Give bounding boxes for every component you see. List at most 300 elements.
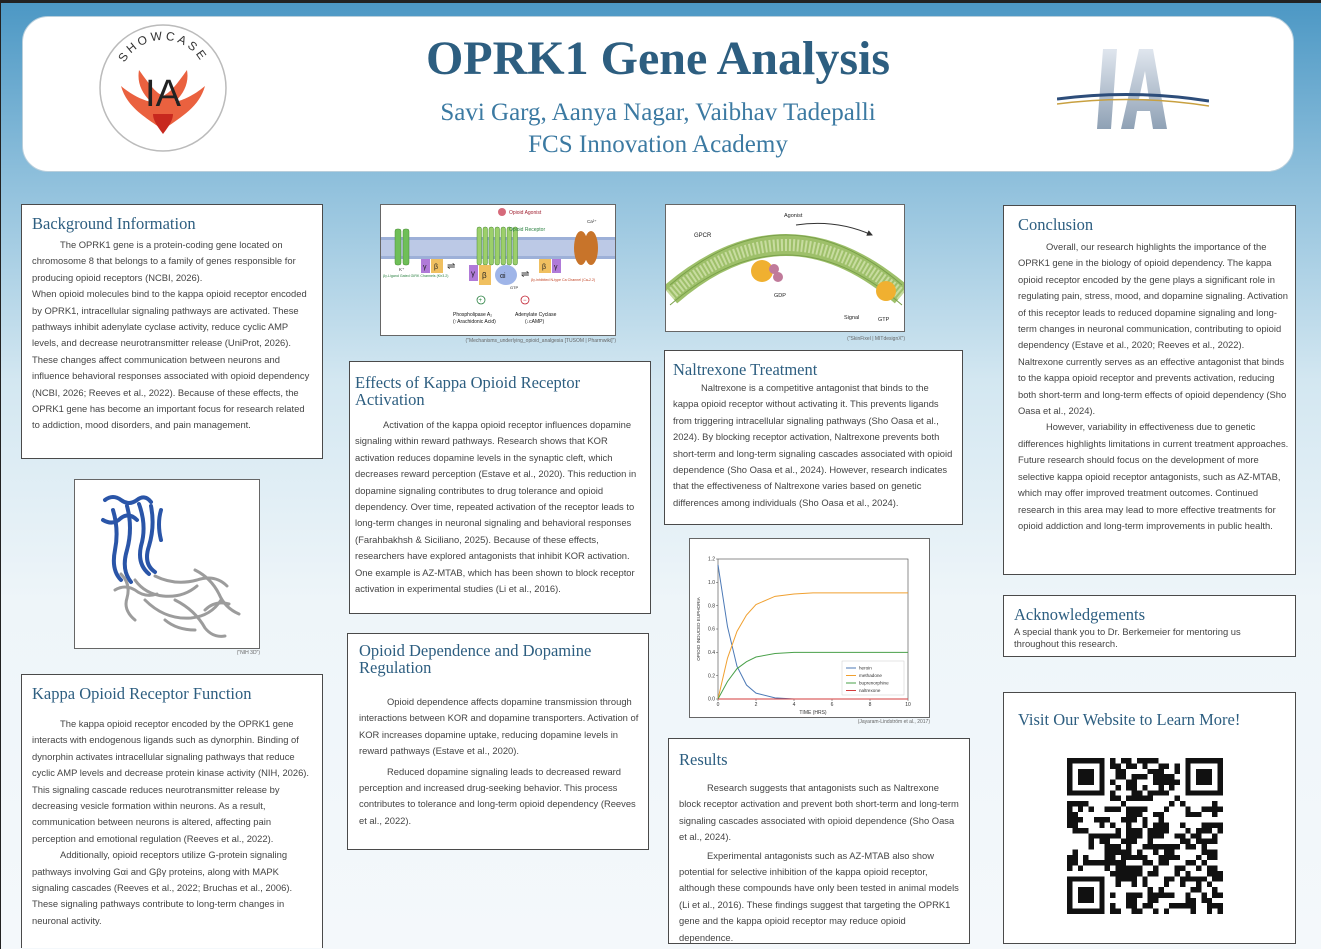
label-left-channel: βγ-Ligand Gated GIRK Channels (Kir3.2) (383, 274, 449, 278)
qr-module (1067, 887, 1072, 892)
qr-module (1132, 882, 1137, 887)
qr-module (1089, 839, 1094, 844)
qr-module (1153, 892, 1158, 897)
label-gtp-right: GTP (878, 317, 890, 323)
qr-module (1153, 812, 1158, 817)
qr-module (1067, 898, 1072, 903)
qr-module (1121, 774, 1126, 779)
label-gdp: GDP (774, 293, 786, 299)
qr-module (1121, 860, 1126, 865)
qr-module (1110, 909, 1115, 914)
qr-module (1121, 871, 1126, 876)
qr-module (1153, 849, 1158, 854)
qr-module (1132, 785, 1137, 790)
qr-module (1207, 871, 1212, 876)
label-gamma-center: γ (471, 269, 475, 278)
qr-module (1218, 876, 1223, 881)
qr-module (1067, 892, 1072, 897)
qr-module (1142, 860, 1147, 865)
qr-module (1201, 780, 1206, 785)
gpcr-figure (665, 204, 905, 332)
qr-module (1110, 806, 1115, 811)
qr-module (1158, 785, 1163, 790)
dependence-paragraph-1: Opioid dependence affects dopamine transmission through interactions between KOR and dopamine transporters. Activation of KOR increases dopamine uptake, reducing dopamine levels in reward pathways (Estave et al., 2020). (359, 696, 639, 757)
qr-module (1212, 892, 1217, 897)
qr-module (1212, 871, 1217, 876)
qr-module (1099, 898, 1104, 903)
qr-module (1158, 823, 1163, 828)
qr-module (1158, 855, 1163, 860)
qr-module (1148, 839, 1153, 844)
x-tick-label: 10 (905, 702, 911, 708)
qr-module (1137, 855, 1142, 860)
protein-figure-caption: ("NIH 3D") (236, 650, 260, 656)
qr-module (1132, 898, 1137, 903)
poster-title: OPRK1 Gene Analysis (425, 32, 891, 85)
qr-module (1126, 823, 1131, 828)
chart-figure-caption: (Jayaram-Lindström et al., 2017) (857, 719, 930, 725)
qr-module (1191, 844, 1196, 849)
qr-module (1218, 774, 1223, 779)
label-ca-plus: Ca²⁺ (587, 219, 597, 224)
qr-module (1094, 876, 1099, 881)
qr-module (1072, 758, 1077, 763)
svg-text:+: + (478, 298, 483, 304)
x-tick-label: 6 (830, 702, 834, 708)
website-heading: Visit Our Website to Learn More! (1018, 710, 1241, 729)
qr-module (1110, 833, 1115, 838)
qr-module (1142, 855, 1147, 860)
qr-module (1067, 860, 1072, 865)
qr-module (1083, 828, 1088, 833)
qr-module (1153, 871, 1158, 876)
qr-module (1218, 780, 1223, 785)
background-heading: Background Information (32, 214, 196, 233)
qr-module (1191, 833, 1196, 838)
qr-module (1158, 769, 1163, 774)
qr-module (1083, 758, 1088, 763)
qr-module (1196, 887, 1201, 892)
qr-module (1207, 839, 1212, 844)
qr-module (1115, 860, 1120, 865)
qr-module (1115, 769, 1120, 774)
qr-module (1067, 763, 1072, 768)
qr-module (1196, 833, 1201, 838)
qr-module (1180, 801, 1185, 806)
label-opioid-agonist: Opioid Agonist (509, 210, 542, 216)
qr-module (1078, 801, 1083, 806)
qr-module (1185, 828, 1190, 833)
qr-module (1094, 758, 1099, 763)
label-right-channel: βγ-inhibited N-type Ca Channel (Caᵥ2.2) (531, 278, 596, 282)
qr-module (1132, 806, 1137, 811)
label-phospholipase-sub: (↑Arachidonic Acid) (453, 319, 496, 325)
qr-module (1180, 833, 1185, 838)
svg-text:⇌: ⇌ (447, 261, 456, 272)
x-tick-label: 2 (754, 702, 758, 708)
background-section (21, 204, 323, 459)
qr-module (1110, 892, 1115, 897)
qr-module (1137, 796, 1142, 801)
qr-module (1115, 785, 1120, 790)
qr-module (1207, 909, 1212, 914)
results-paragraph-2: Experimental antagonists such as AZ-MTAB also show potential for selective inhibition of the kappa opioid receptor, although these compounds have only been tested in animal models (Li et al., 2016). These findings suggest that targeting the OPRK1 gene and the kappa opioid receptor may reduce opioid dependence. (679, 849, 959, 943)
qr-module (1078, 774, 1083, 779)
qr-module (1218, 892, 1223, 897)
qr-module (1110, 860, 1115, 865)
qr-module (1115, 866, 1120, 871)
poster-school: FCS Innovation Academy (528, 131, 788, 158)
qr-module (1175, 796, 1180, 801)
qr-module (1185, 860, 1190, 865)
qr-module (1132, 774, 1137, 779)
qr-module (1185, 839, 1190, 844)
qr-module (1175, 903, 1180, 908)
legend-label: heroin (859, 665, 872, 671)
qr-module (1105, 817, 1110, 822)
qr-module (1089, 909, 1094, 914)
qr-module (1099, 860, 1104, 865)
qr-module (1207, 855, 1212, 860)
qr-module (1099, 780, 1104, 785)
qr-module (1110, 903, 1115, 908)
qr-module (1110, 823, 1115, 828)
qr-module (1148, 871, 1153, 876)
qr-module (1201, 823, 1206, 828)
qr-module (1142, 817, 1147, 822)
qr-module (1169, 774, 1174, 779)
qr-module (1212, 903, 1217, 908)
qr-module (1132, 796, 1137, 801)
x-tick-label: 0 (716, 702, 720, 708)
conclusion-heading: Conclusion (1018, 215, 1094, 234)
qr-module (1218, 903, 1223, 908)
qr-module (1142, 876, 1147, 881)
y-tick-label: 0.0 (708, 696, 715, 703)
qr-module (1153, 769, 1158, 774)
qr-module (1196, 780, 1201, 785)
qr-module (1067, 812, 1072, 817)
qr-module (1110, 855, 1115, 860)
qr-module (1072, 860, 1077, 865)
qr-module (1132, 817, 1137, 822)
qr-module (1083, 780, 1088, 785)
qr-module (1142, 844, 1147, 849)
qr-module (1115, 871, 1120, 876)
qr-module (1105, 866, 1110, 871)
qr-module (1132, 839, 1137, 844)
qr-module (1115, 876, 1120, 881)
qr-module (1196, 839, 1201, 844)
qr-module (1196, 812, 1201, 817)
website-section (1003, 692, 1296, 944)
qr-module (1089, 887, 1094, 892)
qr-code-icon[interactable] (1067, 758, 1223, 914)
effects-heading: Effects of Kappa Opioid Receptor Activation (355, 373, 581, 409)
y-tick-label: 0.6 (708, 626, 715, 633)
qr-module (1083, 876, 1088, 881)
qr-module (1115, 909, 1120, 914)
qr-module (1164, 876, 1169, 881)
qr-module (1196, 828, 1201, 833)
label-agonist: Agonist (784, 213, 803, 219)
qr-module (1067, 855, 1072, 860)
y-tick-label: 0.4 (708, 650, 715, 657)
qr-module (1099, 763, 1104, 768)
label-gamma-right: γ (554, 264, 558, 271)
qr-module (1207, 882, 1212, 887)
svg-text:−: − (523, 298, 527, 304)
qr-module (1132, 892, 1137, 897)
qr-module (1164, 774, 1169, 779)
qr-module (1207, 758, 1212, 763)
qr-module (1121, 849, 1126, 854)
qr-module (1094, 817, 1099, 822)
qr-module (1185, 790, 1190, 795)
qr-module (1115, 763, 1120, 768)
y-axis-label: OPIOID INDUCED EUPHORIA (696, 597, 701, 661)
qr-module (1121, 758, 1126, 763)
qr-module (1126, 796, 1131, 801)
qr-module (1164, 882, 1169, 887)
label-gpcr: GPCR (694, 233, 712, 239)
qr-module (1207, 790, 1212, 795)
qr-module (1164, 909, 1169, 914)
qr-module (1212, 801, 1217, 806)
legend-label: methadone (859, 673, 882, 679)
qr-module (1148, 828, 1153, 833)
qr-module (1201, 758, 1206, 763)
qr-module (1089, 892, 1094, 897)
qr-module (1126, 780, 1131, 785)
qr-module (1099, 769, 1104, 774)
qr-module (1207, 903, 1212, 908)
qr-module (1191, 887, 1196, 892)
qr-module (1078, 892, 1083, 897)
qr-module (1078, 828, 1083, 833)
qr-module (1121, 866, 1126, 871)
mechanism-figure-caption: ("Mechanisms_underlying_opioid_analgesia [TUSOM | Pharmwiki]") (465, 338, 616, 344)
qr-module (1078, 887, 1083, 892)
qr-module (1153, 844, 1158, 849)
qr-module (1099, 790, 1104, 795)
qr-module (1185, 780, 1190, 785)
kappa-function-section (21, 674, 323, 948)
kappa-function-paragraph-2: Additionally, opioid receptors utilize G-protein signaling pathways involving Gαi and Gβγ proteins, along with MAPK signaling cascades (Reeves et al., 2022; Bruchas et al., 2006). These signaling pathways contribute to long-term changes in neuronal activity. (32, 849, 293, 926)
acknowledgements-heading: Acknowledgements (1014, 605, 1146, 624)
qr-module (1099, 839, 1104, 844)
qr-module (1110, 796, 1115, 801)
qr-module (1158, 817, 1163, 822)
qr-module (1121, 817, 1126, 822)
qr-module (1142, 796, 1147, 801)
qr-module (1148, 887, 1153, 892)
qr-module (1142, 758, 1147, 763)
qr-module (1142, 823, 1147, 828)
qr-module (1207, 774, 1212, 779)
qr-module (1126, 817, 1131, 822)
qr-module (1218, 769, 1223, 774)
qr-module (1191, 790, 1196, 795)
qr-module (1067, 882, 1072, 887)
qr-module (1142, 903, 1147, 908)
qr-module (1169, 876, 1174, 881)
results-section (668, 738, 970, 944)
qr-module (1169, 892, 1174, 897)
label-alpha: αi (500, 273, 506, 280)
qr-module (1207, 806, 1212, 811)
qr-module (1083, 774, 1088, 779)
qr-module (1180, 876, 1185, 881)
qr-module (1153, 909, 1158, 914)
qr-module (1201, 769, 1206, 774)
qr-module (1191, 903, 1196, 908)
qr-module (1099, 823, 1104, 828)
qr-module (1137, 892, 1142, 897)
qr-module (1185, 806, 1190, 811)
qr-module (1153, 790, 1158, 795)
qr-module (1164, 849, 1169, 854)
qr-module (1067, 790, 1072, 795)
qr-module (1094, 860, 1099, 865)
effects-section (349, 361, 651, 614)
qr-module (1083, 887, 1088, 892)
qr-module (1185, 812, 1190, 817)
qr-module (1212, 876, 1217, 881)
qr-module (1121, 801, 1126, 806)
logo-arc-text: SHOWCASE (115, 28, 211, 65)
qr-module (1094, 790, 1099, 795)
qr-module (1137, 828, 1142, 833)
qr-module (1218, 823, 1223, 828)
qr-module (1207, 823, 1212, 828)
qr-module (1126, 758, 1131, 763)
qr-module (1164, 892, 1169, 897)
qr-module (1110, 844, 1115, 849)
y-tick-label: 1.0 (708, 580, 715, 587)
qr-module (1169, 849, 1174, 854)
qr-module (1067, 823, 1072, 828)
qr-module (1196, 774, 1201, 779)
qr-module (1153, 774, 1158, 779)
qr-module (1207, 780, 1212, 785)
qr-module (1175, 866, 1180, 871)
qr-module (1072, 855, 1077, 860)
qr-module (1148, 790, 1153, 795)
qr-module (1201, 806, 1206, 811)
naltrexone-section (664, 350, 963, 525)
qr-module (1153, 823, 1158, 828)
euphoria-chart-figure (689, 538, 930, 718)
qr-module (1067, 866, 1072, 871)
qr-module (1067, 876, 1072, 881)
qr-module (1078, 806, 1083, 811)
qr-module (1067, 903, 1072, 908)
qr-module (1126, 876, 1131, 881)
qr-module (1185, 758, 1190, 763)
qr-module (1089, 898, 1094, 903)
qr-module (1126, 828, 1131, 833)
qr-module (1126, 763, 1131, 768)
qr-module (1126, 892, 1131, 897)
qr-module (1067, 817, 1072, 822)
qr-module (1067, 909, 1072, 914)
qr-module (1094, 909, 1099, 914)
qr-module (1158, 892, 1163, 897)
qr-module (1067, 785, 1072, 790)
qr-module (1196, 876, 1201, 881)
qr-module (1158, 790, 1163, 795)
qr-module (1164, 844, 1169, 849)
qr-module (1132, 763, 1137, 768)
qr-module (1158, 763, 1163, 768)
qr-module (1218, 758, 1223, 763)
qr-module (1083, 855, 1088, 860)
qr-module (1089, 844, 1094, 849)
qr-module (1115, 844, 1120, 849)
qr-module (1153, 833, 1158, 838)
qr-module (1132, 871, 1137, 876)
qr-module (1078, 876, 1083, 881)
qr-module (1067, 758, 1072, 763)
dependence-section (347, 633, 649, 850)
qr-module (1099, 887, 1104, 892)
qr-module (1191, 860, 1196, 865)
qr-module (1099, 903, 1104, 908)
qr-module (1153, 780, 1158, 785)
qr-module (1142, 882, 1147, 887)
qr-module (1158, 887, 1163, 892)
qr-module (1196, 855, 1201, 860)
qr-module (1126, 855, 1131, 860)
qr-module (1137, 909, 1142, 914)
label-k-plus: K⁺ (399, 267, 405, 272)
qr-module (1089, 780, 1094, 785)
qr-module (1142, 763, 1147, 768)
qr-module (1089, 790, 1094, 795)
qr-module (1185, 903, 1190, 908)
qr-module (1212, 855, 1217, 860)
qr-module (1078, 790, 1083, 795)
qr-module (1201, 828, 1206, 833)
qr-module (1089, 758, 1094, 763)
qr-module (1175, 844, 1180, 849)
qr-module (1083, 909, 1088, 914)
qr-module (1099, 758, 1104, 763)
qr-module (1218, 790, 1223, 795)
qr-module (1115, 882, 1120, 887)
background-paragraph-1: The OPRK1 gene is a protein-coding gene located on chromosome 8 that belongs to a family of genes responsible for producing opioid receptors (NCBI, 2026). (32, 239, 296, 283)
label-phospholipase: Phospholipase A₂ (453, 312, 493, 318)
conclusion-paragraph-2: However, variability in effectiveness due to genetic differences highlights limitations in current treatment approaches. Future research should focus on the development of more selective kappa opioid receptor antagonists, such as AZ-MTAB, which may offer improved treatment outcomes. Continued research in this area may lead to more effective treatments for opioid addiction and long-term improvements in public health. (1018, 421, 1289, 531)
qr-module (1132, 903, 1137, 908)
qr-module (1185, 844, 1190, 849)
qr-module (1126, 903, 1131, 908)
gpcr-membrane-icon (666, 205, 905, 332)
qr-module (1180, 823, 1185, 828)
qr-module (1110, 763, 1115, 768)
gpcr-figure-caption: ("SkinFixel | MITdesignX") (847, 336, 905, 342)
qr-module (1137, 833, 1142, 838)
qr-module (1078, 817, 1083, 822)
qr-module (1110, 849, 1115, 854)
qr-module (1185, 871, 1190, 876)
qr-module (1212, 758, 1217, 763)
qr-module (1137, 866, 1142, 871)
qr-module (1132, 909, 1137, 914)
qr-module (1072, 817, 1077, 822)
qr-module (1083, 860, 1088, 865)
